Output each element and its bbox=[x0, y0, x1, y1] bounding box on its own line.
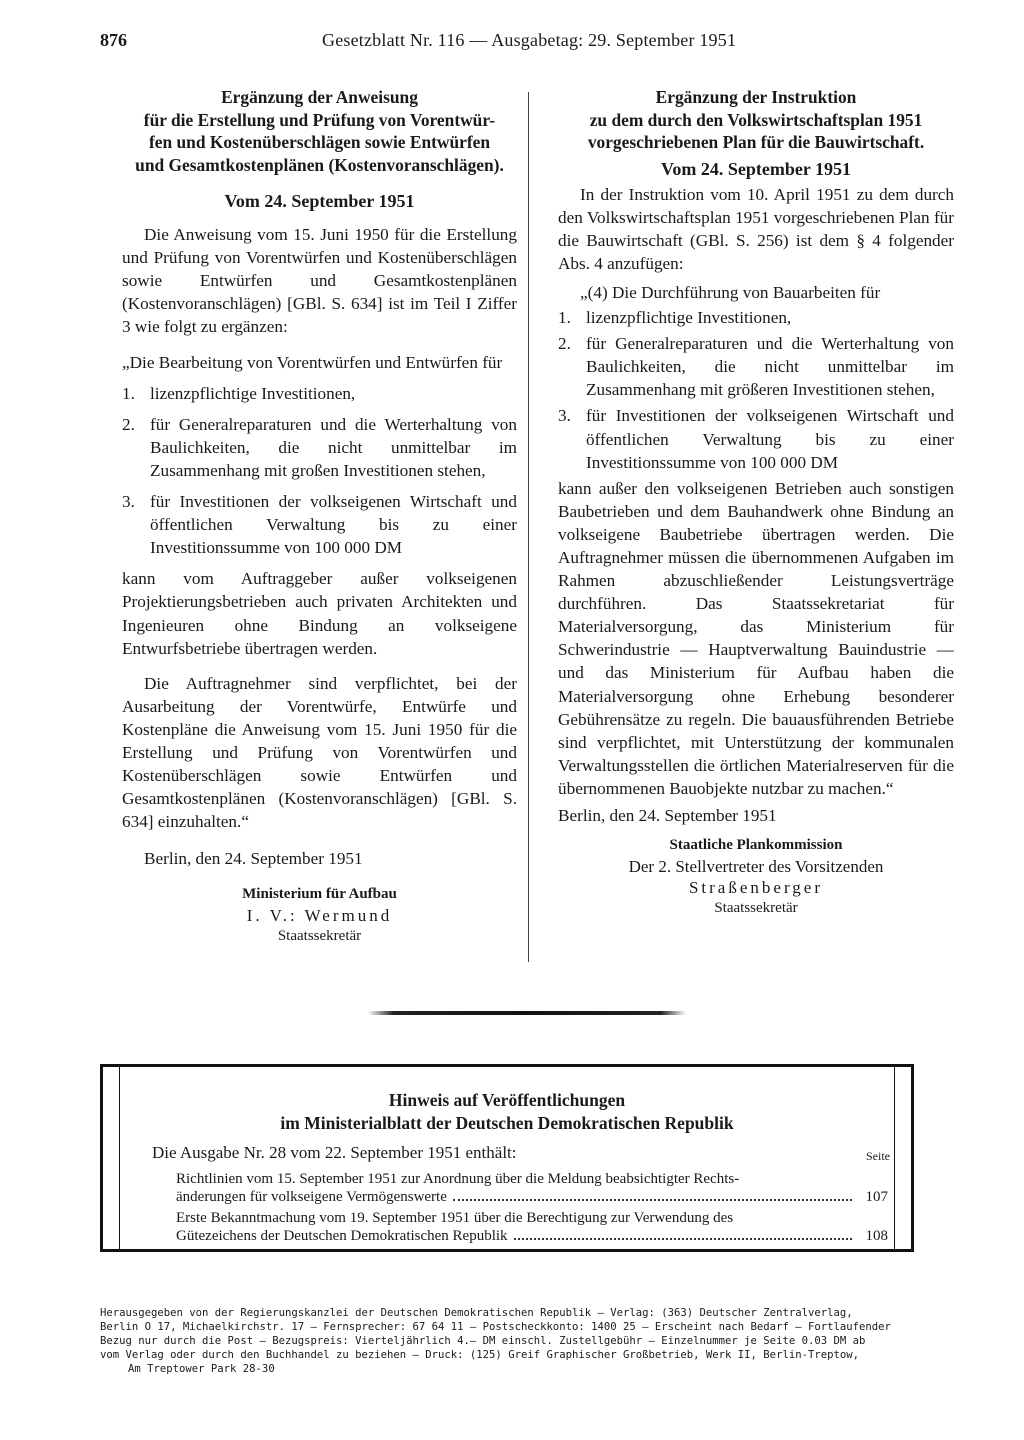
notice-entry bbox=[176, 1209, 888, 1245]
leader-dots bbox=[514, 1238, 852, 1240]
list-text: für Generalreparaturen und die Werterhaltung von Baulichkeiten, die nicht unmittelbar im Zusammenhang mit großen Investitionen stehen, bbox=[150, 414, 517, 480]
list-number: 2. bbox=[558, 334, 571, 354]
signature-org: Ministerium für Aufbau bbox=[242, 886, 397, 903]
column-divider bbox=[528, 92, 529, 962]
notice-entry-line: Gütezeichens der Deutschen Demokratischen Republik bbox=[176, 1228, 508, 1244]
notice-seite-label: Seite bbox=[866, 1149, 890, 1163]
signature-line: Der 2. Stellvertreter des Vorsitzenden bbox=[628, 857, 884, 877]
notice-entry bbox=[176, 1170, 888, 1206]
leader-dots bbox=[453, 1199, 852, 1201]
list-text: für Investitionen der volkseigenen Wirtschaft und öffentlichen Verwaltung bis zu einer Investitionssumme von 100 000 DM bbox=[586, 406, 954, 472]
list-number: 1. bbox=[558, 308, 571, 328]
left-column bbox=[122, 86, 517, 947]
right-signature bbox=[558, 835, 954, 919]
left-quote-lead: „Die Bearbeitung von Vorentwürfen und Entwürfen für bbox=[122, 352, 503, 372]
list-item bbox=[558, 404, 954, 473]
signature-name: I. V.: Wermund bbox=[246, 906, 393, 926]
list-number: 2. bbox=[122, 414, 135, 434]
right-column bbox=[558, 86, 954, 919]
notice-title-line: Hinweis auf Veröffentlichungen bbox=[388, 1090, 626, 1110]
list-item bbox=[122, 413, 517, 482]
list-item bbox=[122, 382, 517, 405]
list-number: 3. bbox=[122, 492, 135, 512]
left-signature bbox=[122, 884, 517, 947]
list-text: für Generalreparaturen und die Werterhaltung von Baulichkeiten, die nicht unmittelbar im Zusammenhang mit größeren Investitionen stehen, bbox=[586, 334, 954, 400]
right-intro: In der Instruktion vom 10. April 1951 zu dem durch den Volkswirtschaftsplan 1951 vorgeschriebenen Plan für die Bauwirtschaft (GBl. S. 256) ist dem § 4 folgender Abs. 4 anzufügen: bbox=[558, 184, 954, 273]
right-title-line: Ergänzung der Instruktion bbox=[655, 87, 857, 107]
list-text: lizenzpflichtige Investitionen, bbox=[150, 383, 356, 403]
signature-role: Staatssekretär bbox=[714, 900, 798, 917]
right-title bbox=[558, 86, 954, 154]
right-place-date: Berlin, den 24. September 1951 bbox=[558, 806, 777, 826]
right-title-line: zu dem durch den Volkswirtschaftsplan 1951 bbox=[589, 109, 923, 130]
left-paragraph-2: Die Auftragnehmer sind verpflichtet, bei der Ausarbeitung der Vorentwürfe, Entwürfe und Kostenpläne die Anweisung vom 15. Juni 1950 für die Erstellung und Prüfung von Vorentwürfen und Kostenüberschlägen sowie Entwürfen und Gesamtkostenplänen (Kostenvoranschlägen) [GBl. S. 634] einzuhalten.“ bbox=[122, 673, 517, 832]
left-title-line: fen und Kostenüberschlägen sowie Entwürfen bbox=[148, 132, 491, 152]
imprint bbox=[100, 1306, 954, 1376]
notice-entry-line: Erste Bekanntmachung vom 19. September 1951 über die Berechtigung zur Verwendung des bbox=[176, 1210, 734, 1226]
list-item bbox=[558, 332, 954, 401]
imprint-line: Berlin O 17, Michaelkirchstr. 17 — Fernsprecher: 67 64 11 — Postscheckkonto: 1400 25 — Erscheint nach Bedarf — Fortlaufender bbox=[100, 1321, 891, 1333]
right-title-line: vorgeschriebenen Plan für die Bauwirtschaft. bbox=[587, 132, 925, 152]
list-number: 3. bbox=[558, 406, 571, 426]
notice-entry-row bbox=[176, 1227, 888, 1245]
left-intro: Die Anweisung vom 15. Juni 1950 für die Erstellung und Prüfung von Vorentwürfen und Kostenüberschlägen sowie Entwürfen und Gesamtkostenplänen (Kostenvoranschlägen) [GBl. S. 634] ist im Teil I Ziffer 3 wie folgt zu ergänzen: bbox=[122, 225, 517, 337]
page-number: 876 bbox=[100, 30, 127, 50]
notice-title-line: im Ministerialblatt der Deutschen Demokratischen Republik bbox=[280, 1113, 734, 1133]
signature-name: Straßenberger bbox=[688, 878, 824, 898]
list-number: 1. bbox=[122, 383, 135, 403]
list-item bbox=[558, 306, 954, 329]
left-date: Vom 24. September 1951 bbox=[224, 191, 415, 211]
notice-entry-line: änderungen für volkseigene Vermögenswerte bbox=[176, 1189, 447, 1205]
right-date: Vom 24. September 1951 bbox=[661, 158, 851, 179]
notice-inner-frame bbox=[119, 1067, 895, 1249]
imprint-line: vom Verlag oder durch den Buchhandel zu beziehen — Druck: (125) Greif Graphischer Großbetrieb, Werk II, Berlin-Treptow, bbox=[100, 1349, 859, 1361]
notice-entry-page: 108 bbox=[865, 1228, 888, 1244]
section-rule bbox=[368, 1011, 686, 1015]
notice-entry-line: Richtlinien vom 15. September 1951 zur Anordnung über die Meldung beabsichtigter Rechts- bbox=[176, 1171, 740, 1187]
left-title-line: für die Erstellung und Prüfung von Vorentwür- bbox=[143, 109, 496, 130]
list-text: lizenzpflichtige Investitionen, bbox=[586, 308, 792, 328]
left-place-date: Berlin, den 24. September 1951 bbox=[144, 849, 363, 869]
left-after-list: kann vom Auftraggeber außer volkseigenen Projektierungsbetrieben auch privaten Architekten und Ingenieuren ohne Bindung an volkseigene Entwurfsbetriebe übertragen werden. bbox=[122, 569, 517, 658]
imprint-line: Herausgegeben von der Regierungskanzlei der Deutschen Demokratischen Republik — Verlag: (363) Deutscher Zentralverlag, bbox=[100, 1307, 853, 1319]
signature-org: Staatliche Plankommission bbox=[669, 837, 843, 854]
notice-box bbox=[100, 1064, 914, 1252]
signature-role: Staatssekretär bbox=[277, 928, 362, 945]
right-quote-lead: „(4) Die Durchführung von Bauarbeiten für bbox=[580, 282, 881, 302]
right-list bbox=[558, 306, 954, 474]
notice-lead: Die Ausgabe Nr. 28 vom 22. September 1951 enthält: bbox=[152, 1143, 517, 1162]
running-header: Gesetzblatt Nr. 116 — Ausgabetag: 29. September 1951 bbox=[322, 30, 737, 50]
notice-entry-row bbox=[176, 1188, 888, 1206]
left-title-line: Ergänzung der Anweisung bbox=[221, 87, 418, 107]
left-title-line: und Gesamtkostenplänen (Kostenvoranschlägen). bbox=[135, 154, 504, 175]
left-list bbox=[122, 382, 517, 560]
list-item bbox=[122, 490, 517, 559]
list-text: für Investitionen der volkseigenen Wirtschaft und öffentlichen Verwaltung bis zu einer Investitionssumme von 100 000 DM bbox=[150, 492, 517, 558]
notice-title bbox=[120, 1089, 894, 1135]
notice-entry-page: 107 bbox=[865, 1189, 888, 1205]
right-after-list: kann außer den volkseigenen Betrieben auch sonstigen Baubetrieben und dem Bauhandwerk ohne Bindung an volkseigene Baubetriebe übertragen werden. Die Auftragnehmer müssen die übernommenen Aufgaben im Rahmen abzuschließender Leistungsverträge durchführen. Das Staatssekretariat für Materialversorgung, das Ministerium für Schwerindustrie — Hauptverwaltung Bauindustrie — und das Ministerium für Aufbau haben die Materialversorgung ohne Erhebung besonderer Gebührensätze zu regeln. Die bauausführenden Betriebe sind verpflichtet, mit Unterstützung der kommunalen Verwaltungsstellen die örtlichen Materialreserven für die übernommenen Bauobjekte nutzbar zu machen.“ bbox=[558, 478, 954, 798]
left-title bbox=[122, 86, 517, 176]
imprint-line: Bezug nur durch die Post — Bezugspreis: Vierteljährlich 4.— DM einschl. Zustellgebühr — Einzelnummer je Seite 0.03 DM ab bbox=[100, 1335, 866, 1347]
imprint-line: Am Treptower Park 28-30 bbox=[128, 1363, 275, 1375]
